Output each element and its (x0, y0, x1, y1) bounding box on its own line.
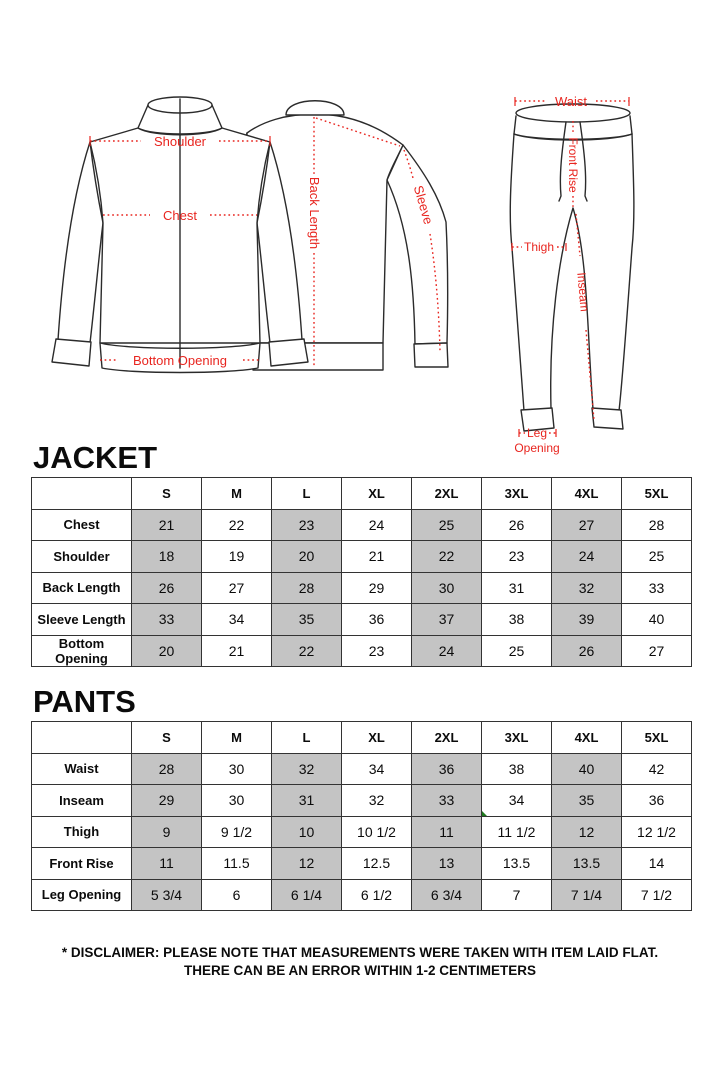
size-value-cell: 34 (482, 785, 552, 817)
size-value-cell: 25 (482, 635, 552, 667)
size-value-cell: 36 (342, 604, 412, 636)
size-value-cell: 20 (272, 541, 342, 573)
garment-diagram-svg (0, 0, 720, 458)
size-value-cell: 28 (132, 753, 202, 785)
size-column-header: M (202, 478, 272, 510)
size-value-cell: 6 1/4 (272, 879, 342, 911)
measurement-row (32, 753, 692, 785)
size-value-cell: 7 1/2 (622, 879, 692, 911)
header-row (32, 722, 692, 754)
size-value-cell: 10 1/2 (342, 816, 412, 848)
size-value-cell: 11.5 (202, 848, 272, 880)
row-label-cell: Back Length (32, 572, 132, 604)
size-value-cell: 38 (482, 753, 552, 785)
size-value-cell: 32 (342, 785, 412, 817)
measurement-row (32, 635, 692, 667)
jacket-front-diagram (52, 97, 308, 373)
size-value-cell: 33 (622, 572, 692, 604)
size-value-cell: 10 (272, 816, 342, 848)
size-column-header: 5XL (622, 478, 692, 510)
size-value-cell: 32 (552, 572, 622, 604)
size-value-cell: 38 (482, 604, 552, 636)
size-value-cell: 31 (482, 572, 552, 604)
size-value-cell: 36 (412, 753, 482, 785)
size-value-cell: 23 (272, 509, 342, 541)
size-value-cell: 12 (552, 816, 622, 848)
header-row (32, 478, 692, 510)
size-value-cell: 27 (622, 635, 692, 667)
measurement-row (32, 816, 692, 848)
row-label-cell: Bottom Opening (32, 635, 132, 667)
size-value-cell: 26 (552, 635, 622, 667)
corner-cell (32, 478, 132, 510)
size-value-cell: 28 (622, 509, 692, 541)
row-label-cell: Waist (32, 753, 132, 785)
size-value-cell: 9 (132, 816, 202, 848)
size-column-header: XL (342, 478, 412, 510)
size-value-cell: 31 (272, 785, 342, 817)
size-column-header: 3XL (482, 722, 552, 754)
size-value-cell: 24 (552, 541, 622, 573)
size-value-cell: 39 (552, 604, 622, 636)
size-value-cell: 25 (412, 509, 482, 541)
size-column-header: S (132, 478, 202, 510)
measurement-diagrams (0, 0, 720, 458)
size-value-cell: 12.5 (342, 848, 412, 880)
row-label-cell: Shoulder (32, 541, 132, 573)
disclaimer-line-1: * DISCLAIMER: PLEASE NOTE THAT MEASUREMENTS WERE TAKEN WITH ITEM LAID FLAT. (61, 945, 659, 960)
size-value-cell: 30 (202, 785, 272, 817)
size-value-cell: 18 (132, 541, 202, 573)
size-column-header: 4XL (552, 722, 622, 754)
size-value-cell: 22 (202, 509, 272, 541)
size-value-cell: 22 (272, 635, 342, 667)
size-value-cell: 21 (202, 635, 272, 667)
size-column-header: L (272, 478, 342, 510)
size-value-cell: 24 (342, 509, 412, 541)
row-label-cell: Thigh (32, 816, 132, 848)
measurement-row (32, 572, 692, 604)
size-value-cell: 34 (342, 753, 412, 785)
size-value-cell: 12 (272, 848, 342, 880)
pants-size-table (31, 721, 692, 911)
waist-label: Waist (554, 94, 588, 109)
leg-opening-label-line1: Leg (526, 426, 548, 440)
size-value-cell: 11 (412, 816, 482, 848)
size-value-cell: 30 (412, 572, 482, 604)
inseam-label: Inseam (574, 271, 592, 313)
size-value-cell: 11 (132, 848, 202, 880)
front-rise-label: Front Rise (566, 137, 580, 193)
size-value-cell: 11 1/2 (482, 816, 552, 848)
size-value-cell: 7 1/4 (552, 879, 622, 911)
back-length-label: Back Length (307, 176, 322, 250)
size-value-cell: 35 (272, 604, 342, 636)
row-label-cell: Chest (32, 509, 132, 541)
measurement-row (32, 785, 692, 817)
size-value-cell: 7 (482, 879, 552, 911)
measurement-row (32, 541, 692, 573)
size-value-cell: 26 (482, 509, 552, 541)
jacket-section-title: JACKET (33, 440, 158, 475)
shoulder-label: Shoulder (153, 134, 207, 149)
size-value-cell: 21 (132, 509, 202, 541)
size-value-cell: 27 (202, 572, 272, 604)
size-value-cell: 33 (132, 604, 202, 636)
size-value-cell: 28 (272, 572, 342, 604)
size-column-header: S (132, 722, 202, 754)
size-value-cell: 40 (552, 753, 622, 785)
size-value-cell: 33 (412, 785, 482, 817)
measurement-row (32, 509, 692, 541)
size-value-cell: 35 (552, 785, 622, 817)
size-value-cell: 23 (482, 541, 552, 573)
size-value-cell: 40 (622, 604, 692, 636)
size-column-header: XL (342, 722, 412, 754)
size-column-header: 2XL (412, 722, 482, 754)
size-value-cell: 37 (412, 604, 482, 636)
thigh-label: Thigh (523, 240, 555, 254)
size-value-cell: 26 (132, 572, 202, 604)
size-value-cell: 12 1/2 (622, 816, 692, 848)
size-value-cell: 21 (342, 541, 412, 573)
size-column-header: 3XL (482, 478, 552, 510)
disclaimer-line-2: THERE CAN BE AN ERROR WITHIN 1-2 CENTIMETERS (183, 963, 536, 978)
bottom-opening-label: Bottom Opening (133, 353, 227, 368)
size-value-cell: 36 (622, 785, 692, 817)
size-value-cell: 13 (412, 848, 482, 880)
size-value-cell: 27 (552, 509, 622, 541)
size-value-cell: 9 1/2 (202, 816, 272, 848)
size-value-cell: 5 3/4 (132, 879, 202, 911)
size-column-header: 2XL (412, 478, 482, 510)
corner-cell (32, 722, 132, 754)
size-value-cell: 29 (342, 572, 412, 604)
size-value-cell: 32 (272, 753, 342, 785)
row-label-cell: Inseam (32, 785, 132, 817)
size-value-cell: 6 3/4 (412, 879, 482, 911)
size-column-header: 4XL (552, 478, 622, 510)
size-column-header: M (202, 722, 272, 754)
row-label-cell: Sleeve Length (32, 604, 132, 636)
size-value-cell: 13.5 (552, 848, 622, 880)
size-value-cell: 34 (202, 604, 272, 636)
pants-section-title: PANTS (33, 684, 136, 719)
measurement-row (32, 879, 692, 911)
size-value-cell: 25 (622, 541, 692, 573)
row-label-cell: Front Rise (32, 848, 132, 880)
size-value-cell: 14 (622, 848, 692, 880)
size-value-cell: 6 (202, 879, 272, 911)
row-label-cell: Leg Opening (32, 879, 132, 911)
jacket-size-table (31, 477, 692, 667)
size-value-cell: 22 (412, 541, 482, 573)
size-value-cell: 19 (202, 541, 272, 573)
size-column-header: L (272, 722, 342, 754)
chest-label: Chest (163, 208, 197, 223)
size-value-cell: 42 (622, 753, 692, 785)
size-value-cell: 23 (342, 635, 412, 667)
sleeve-label: Sleeve (410, 183, 437, 227)
size-value-cell: 6 1/2 (342, 879, 412, 911)
leg-opening-label-line2: Opening (514, 441, 560, 455)
size-value-cell: 29 (132, 785, 202, 817)
measurement-row (32, 604, 692, 636)
size-value-cell: 24 (412, 635, 482, 667)
disclaimer (0, 944, 720, 980)
size-value-cell: 13.5 (482, 848, 552, 880)
measurement-row (32, 848, 692, 880)
size-value-cell: 20 (132, 635, 202, 667)
size-value-cell: 30 (202, 753, 272, 785)
size-column-header: 5XL (622, 722, 692, 754)
pants-diagram (510, 94, 634, 455)
